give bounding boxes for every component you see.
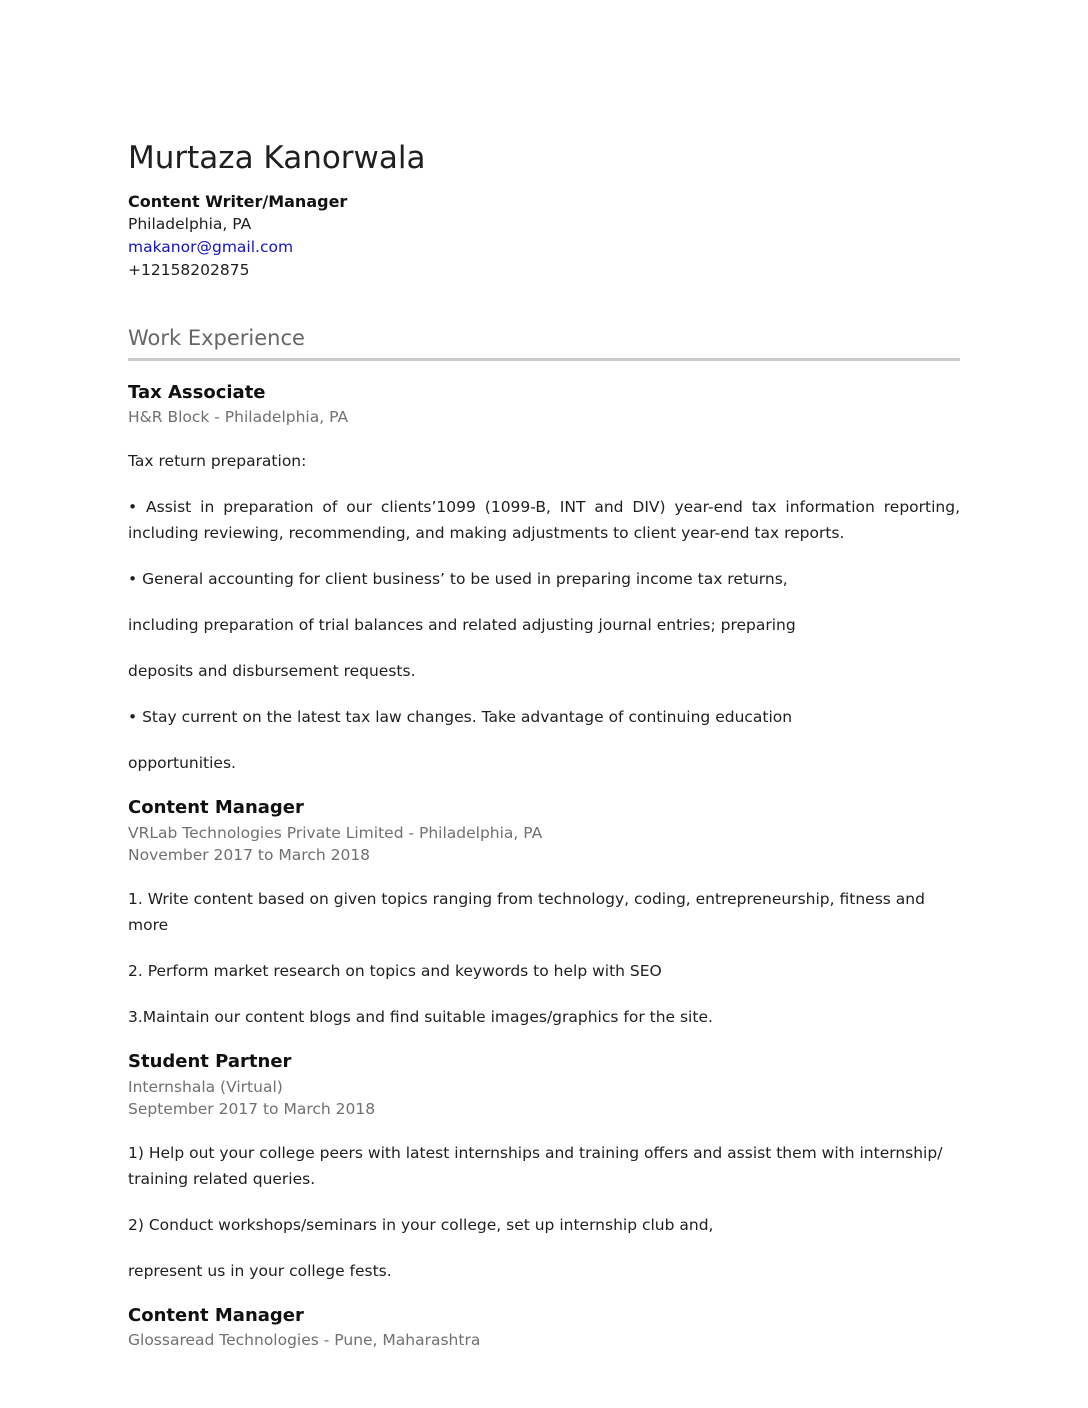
job-company-line: Internshala (Virtual)	[128, 1077, 283, 1096]
job-paragraph: Tax return preparation:	[128, 452, 307, 471]
job-paragraph: • Assist in preparation of our clients’1099 (1099-B, INT and DIV) year-end tax information reporting, including reviewing, recommending, and making adjustments to client year-end tax reports.	[128, 498, 960, 543]
job-paragraph: deposits and disbursement requests.	[128, 662, 416, 681]
phone-number: +12158202875	[128, 260, 250, 279]
person-job-title: Content Writer/Manager	[128, 191, 348, 211]
job-paragraph: • Stay current on the latest tax law changes. Take advantage of continuing education	[128, 708, 793, 727]
job-entry-tax-associate	[128, 382, 960, 777]
job-company-line: Glossaread Technologies - Pune, Maharashtra	[128, 1331, 481, 1350]
work-experience-section	[128, 327, 960, 1351]
job-paragraph: • General accounting for client business’ to be used in preparing income tax returns,	[128, 570, 788, 589]
person-name: Murtaza Kanorwala	[128, 140, 426, 176]
job-company-line: H&R Block - Philadelphia, PA	[128, 408, 349, 427]
job-title: Content Manager	[128, 1304, 304, 1326]
job-paragraph: 3.Maintain our content blogs and find suitable images/graphics for the site.	[128, 1007, 713, 1026]
job-company-line: VRLab Technologies Private Limited - Philadelphia, PA	[128, 823, 543, 842]
job-paragraph: opportunities.	[128, 754, 236, 773]
email-link[interactable]: makanor@gmail.com	[128, 237, 294, 256]
job-title: Tax Associate	[128, 381, 266, 403]
job-date-line: September 2017 to March 2018	[128, 1099, 376, 1118]
job-title: Student Partner	[128, 1050, 292, 1072]
job-date-line: November 2017 to March 2018	[128, 845, 371, 864]
resume-header	[128, 141, 960, 282]
job-entry-content-manager-glossaread	[128, 1305, 960, 1352]
section-title-work-experience: Work Experience	[128, 325, 305, 350]
job-paragraph: 1) Help out your college peers with latest internships and training offers and assist them with internship/​training related queries.	[128, 1143, 943, 1188]
job-paragraph: 2) Conduct workshops/seminars in your college, set up internship club and,	[128, 1215, 714, 1234]
job-paragraph: represent us in your college fests.	[128, 1261, 392, 1280]
job-paragraph: 1. Write content based on given topics ranging from technology, coding, entrepreneurship, fitness and more	[128, 889, 925, 934]
job-paragraph: 2. Perform market research on topics and keywords to help with SEO	[128, 961, 662, 980]
job-entry-student-partner	[128, 1051, 960, 1284]
section-divider	[128, 358, 960, 361]
job-entry-content-manager-vrlab	[128, 797, 960, 1030]
job-title: Content Manager	[128, 797, 304, 819]
person-location: Philadelphia, PA	[128, 214, 252, 233]
email-line	[128, 236, 960, 259]
job-paragraph: including preparation of trial balances and related adjusting journal entries; preparing	[128, 616, 796, 635]
